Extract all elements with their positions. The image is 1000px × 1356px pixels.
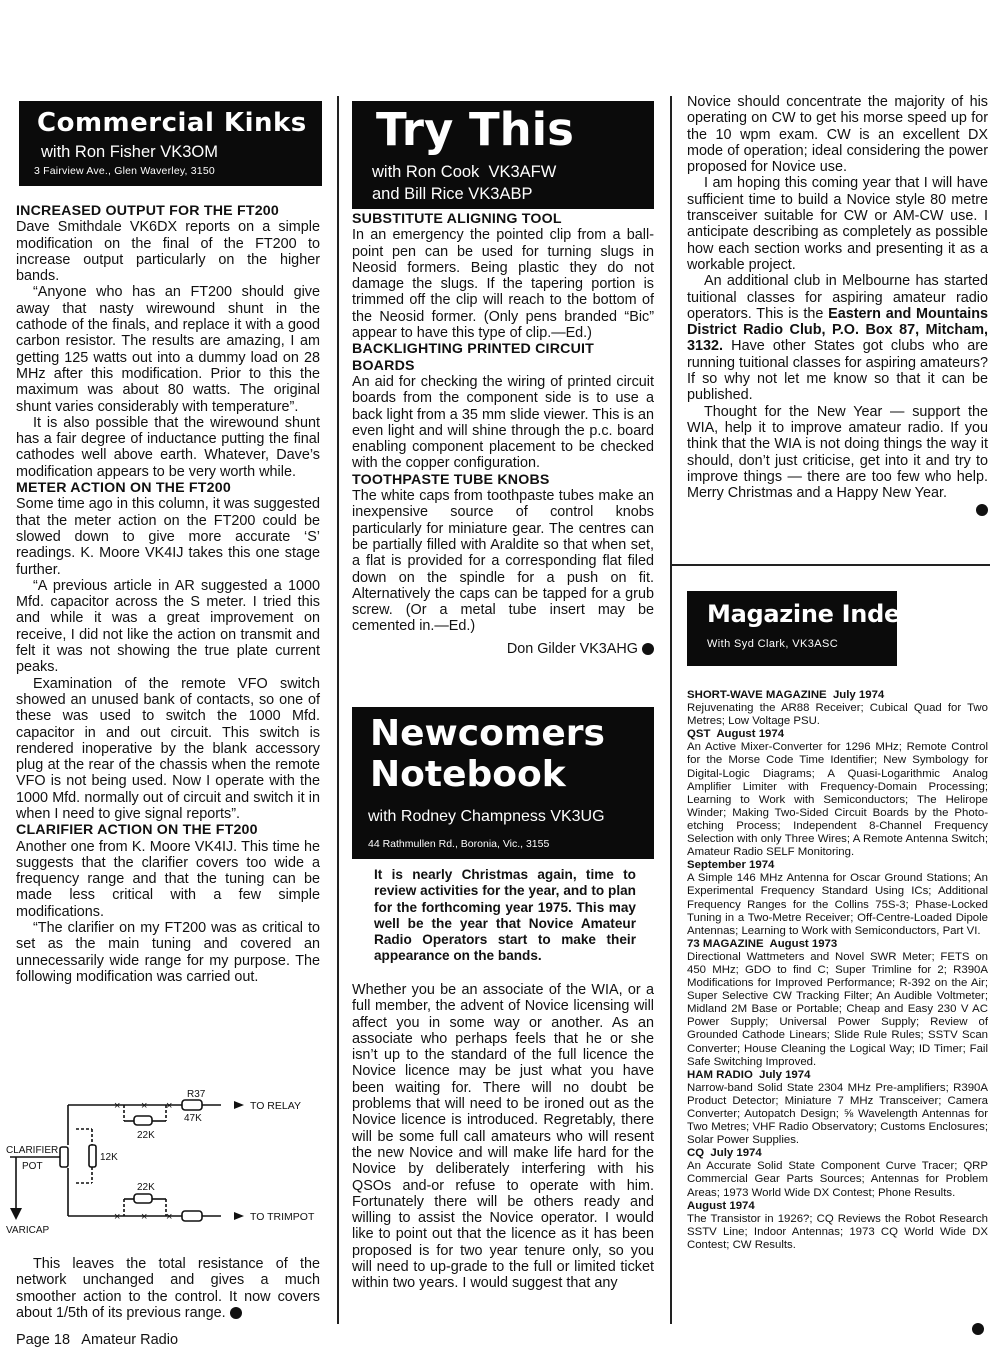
para: Dave Smithdale VK6DX reports on a simple modification on the final of the FT200 to increase output particularly on the higher bands. [16,219,320,285]
svg-text:×: × [114,1211,121,1223]
try-this-header-box [352,101,654,209]
label-47k: 47K [184,1113,202,1124]
commercial-kinks-address: 3 Fairview Ave., Glen Waverley, 3150 [34,165,215,177]
column-rule [670,96,672,1324]
para: Examination of the remote VFO switch showed an unused bank of contacts, so one of these was used to switch the 1000 Mfd. capacitor in and out circuit. This switch is rendered inoperative by the blank accessory plug at the rear of the chassis when the remote VFO is not being used. Now I operate with the 1000 Mfd. normally out of circuit and switch it in when I need to give signal reports”. [16,675,320,822]
para: Novice should concentrate the majority of his operating on CW to get his morse speed up for the 10 wpm exam. CW is an excellent DX mode of operation; ideal considering the power proposed for Novice use. [687,94,988,176]
label-varicap: VARICAP [6,1225,50,1236]
magazine-index-entry: The Transistor in 1926?; CQ Reviews the Robot Research SSTV Line; Indoor Antennas; 1973 CQ World Wide DX Contest; CW Results. [687,1212,988,1251]
magazine-index-heading: CQ July 1974 [687,1147,762,1160]
magazine-index-heading: August 1974 [687,1199,755,1212]
magazine-index-heading: 73 MAGAZINE August 1973 [687,937,838,950]
para: Another one from K. Moore VK4IJ. This time he suggests that the clarifier covers too wide a frequency range and that the tuning can be made less critical with a few simple modifications. [16,838,320,920]
clarifier-circuit-diagram [6,1083,315,1236]
label-r37: R37 [187,1089,206,1100]
magazine-index-entry: A Simple 146 MHz Antenna for Oscar Ground Stations; An Experimental Frequency Standard Using ICs; Additional Frequency Ranges for the Collins 75S-3; Phase-Locked Tuning in a Two-Metre Receiver; Off-Centre-Loaded Dipole Antennas; Learning to Work with Semiconductors, Part VI. [687,872,988,937]
para: It is also possible that the wirewound shunt has a fair degree of inductance putting the final cathodes well above earth. Whatever, Dave’s modification appears to be very worth while. [16,414,320,480]
section-rule [670,564,990,566]
magazine-index-heading: QST August 1974 [687,728,785,741]
para: An aid for checking the wiring of printed circuit boards from the component side is to use a back light from a 35 mm slide viewer. This is an even light and will shine through the p.c. board enabling component placement to be checked with the copper configuration. [352,373,654,472]
magazine-index-heading: SHORT-WAVE MAGAZINE July 1974 [687,689,885,701]
club-address: Eastern and Mountains District Radio Club, P.O. Box 87, Mitcham, 3132. [687,305,988,355]
try-this-title: Try This [376,103,574,156]
notebook-byline: with Rodney Champness VK3UG [368,808,605,825]
para: “The clarifier on my FT200 was as critical to set as the main tuning and covered an unnecessarily wide range for my purpose. The following modification was carried out. [16,920,320,985]
svg-text:×: × [166,1211,173,1223]
try-this-byline-1: with Ron Cook VK3AFW [372,163,557,181]
magazine-index-byline: With Syd Clark, VK3ASC [707,638,839,650]
notebook-address: 44 Rathmullen Rd., Boronia, Vic., 3155 [368,838,550,850]
heading-backlighting: BACKLIGHTING PRINTED CIRCUIT BOARDS [352,341,595,374]
notebook-title-line-1: Newcomers [370,713,605,754]
try-this-byline-2: and Bill Rice VK3ABP [372,185,533,203]
magazine-index-entry: An Active Mixer-Converter for 1296 MHz; Remote Control for the Morse Code Time Identifier; New Symbology for Digital-Logic Diagrams; A Quasi-Logarithmic Analog Amplifier Limiter with Frequency-Domain Processing; Learning to Work with Semiconductors; The Helirope Winder; Making Two-Sided Circuit Boards by the Photo-etching Process; Independent 8-Channel Frequency Selection with only Three Wires; A Remote Antenna Switch; Amateur Radio SELF Monitoring. [687,741,988,859]
commercial-kinks-byline: with Ron Fisher VK3OM [41,143,218,161]
heading-aligning-tool: SUBSTITUTE ALIGNING TOOL [352,211,562,227]
label-pot: POT [22,1161,43,1172]
label-clarifier: CLARIFIER [6,1145,59,1156]
magazine-index-heading: HAM RADIO July 1974 [687,1068,811,1081]
notebook-title-line-2: Notebook [370,754,566,795]
magazine-index-header-box [687,591,916,666]
label-to-trimpot: TO TRIMPOT [250,1211,315,1223]
label-22k-top: 22K [137,1130,155,1141]
commercial-kinks-title: Commercial Kinks [37,108,307,138]
para: In an emergency the pointed clip from a ball-point pen can be used for turning slugs in Neosid formers. Being plastic they do not damage the slugs. If the tapering portion is trimmed off the clip will reach to the bottom of the Neosid former. (Only pens branded “Bic” appear to have this type of clip.—Ed.) [352,227,654,342]
para: Thought for the New Year — support the WIA, help it to improve amateur radio. If you think that the WIA is not doing things the way it should, don’t just criticise, get into it and try to improve things — there are too few who help. Merry Christmas and a Happy New Year. [687,403,988,502]
magazine-index-heading: September 1974 [687,859,775,872]
magazine-index-list [687,689,988,1252]
end-mark-icon [230,1307,242,1319]
heading-meter-action: METER ACTION ON THE FT200 [16,480,231,497]
heading-toothpaste-knobs: TOOTHPASTE TUBE KNOBS [352,471,550,488]
heading-increased-output: INCREASED OUTPUT FOR THE FT200 [16,203,279,219]
end-mark-icon [972,1323,984,1335]
signature: Don Gilder VK3AHG [506,640,638,657]
para: An additional club in Melbourne has started tuitional classes for aspiring amateur radio operators. This is the [687,273,988,322]
magazine-index-entry: Narrow-band Solid State 2304 MHz Pre-amplifiers; R390A Product Detector; Miniature 7 MHz Transceiver; Camera Converter; Autopatch Design; ⅝ Wavelength Antennas for Two Metres; VHF Radio Observatory; Customs Enclosures; Solar Power Supplies. [687,1081,988,1147]
commercial-kinks-header-box [19,101,322,186]
magazine-index-entry: Directional Wattmeters and Novel SWR Meter; FETS on 450 MHz; GDO to find C; Super Trimline for 2; R390A Modifications for Improved Performance; R-392 on the Air; Super Selective CW Tracking Filter; An Audible Voltmeter; Midland 2M Base or Portable; Cheap and Easy 230 V AC Power Supply; Universal Power Supply; Review of Grounded Cathode Linears; Slide Rule Rules; SSTV Scan Converter; House Cleaning the Logical Way; ID Timer; Fail Safe Switching Improved. [687,950,988,1068]
column-rule [337,96,339,1324]
label-12k: 12K [100,1152,118,1163]
svg-text:×: × [141,1100,148,1112]
heading-clarifier-action: CLARIFIER ACTION ON THE FT200 [16,822,258,839]
para: The white caps from toothpaste tubes make an inexpensive source of control knobs particularly for miniature gear. The centres can be partially filled with Araldite so that when set, a flat is provided for a corresponding flat filed down on the spindle for a push on fit. Alternatively the caps can be tapped for a grub screw. (Or a metal tube insert may be cemented in.—Ed.) [352,488,654,635]
magazine-index-title: Magazine Index [707,600,916,628]
newcomers-notebook-header-box [352,707,654,859]
para: “A previous article in AR suggested a 1000 Mfd. capacitor across the S meter. I tried this and while it was a great improvement on receive, I did not like the action on transmit and felt it was not showing the true plate current peaks. [16,577,320,676]
svg-text:×: × [166,1100,173,1112]
para: Some time ago in this column, it was suggested that the meter action on the FT200 could be slowed down to give more accurate ‘S’ readings. K. Moore VK4IJ takes this one stage further. [16,496,320,578]
magazine-index-entry: Rejuvenating the AR88 Receiver; Cubical Quad for Two Metres; Low Voltage PSU. [687,702,988,728]
end-mark-icon [642,643,654,655]
end-mark-icon [976,504,988,516]
para: I am hoping this coming year that I will have sufficient time to build a Novice style 80 metre transceiver suitable for CW or AM-CW use. I anticipate describing as completely as possible how each section works and presenting it as a workable project. [687,175,988,273]
para: This leaves the total resistance of the network unchanged and gives a much smoother action to the control. It now covers about 1/5th of its previous range. [16,1256,320,1321]
para: “Anyone who has an FT200 should give away that nasty wirewound shunt in the cathode of the finals, and replace it with a good carbon resistor. The results are amazing, I am getting 125 watts out into a dummy load on 28 MHz after this modification. Prior to this the maximum was about 80 watts. The original shunt varies considerably with temperature”. [16,284,320,415]
para: Whether you be an associate of the WIA, or a full member, the advent of Novice licensing will affect you in some way or another. As an associate who perhaps feels that he or she isn’t up to the standard of the full licence the Novice licence may be just what you have been waiting for. There will no doubt be problems that will need to be ironed out as the Novice licence is introduced. Regretably, there will be some full call amateurs who will resent the new Novice and will make life hard for the Novice by deliberately interfering with his QSOs and-or refuse to operate with him. Fortunately there will be others ready and willing to assist the Novice operator. I would like to point out that the licence as it has been proposed is for two year tenure only, so you will need to up-grade to the full or limited ticket within two years. I would suggest that any [352,982,654,1292]
label-22k-bottom: 22K [137,1182,155,1193]
label-to-relay: TO RELAY [250,1100,301,1112]
svg-text:×: × [141,1211,148,1223]
page-footer: Page 18 Amateur Radio [16,1332,179,1348]
para: Have other States got clubs who are running tuitional classes for aspiring amateurs? If so why not let me know so that it can be published. [687,338,989,404]
magazine-index-entry: An Accurate Solid State Component Curve Tracer; QRP Commercial Gear Parts Sources; Antennas for Problem Areas; 1973 World Wide DX Contest; Phone Results. [687,1160,988,1199]
notebook-intro: It is nearly Christmas again, time to review activities for the year, and to plan for the forthcoming year 1975. This may well be the year that Novice Amateur Radio Operators start to make their appearance on the bands. [374,867,636,964]
svg-text:×: × [114,1100,121,1112]
